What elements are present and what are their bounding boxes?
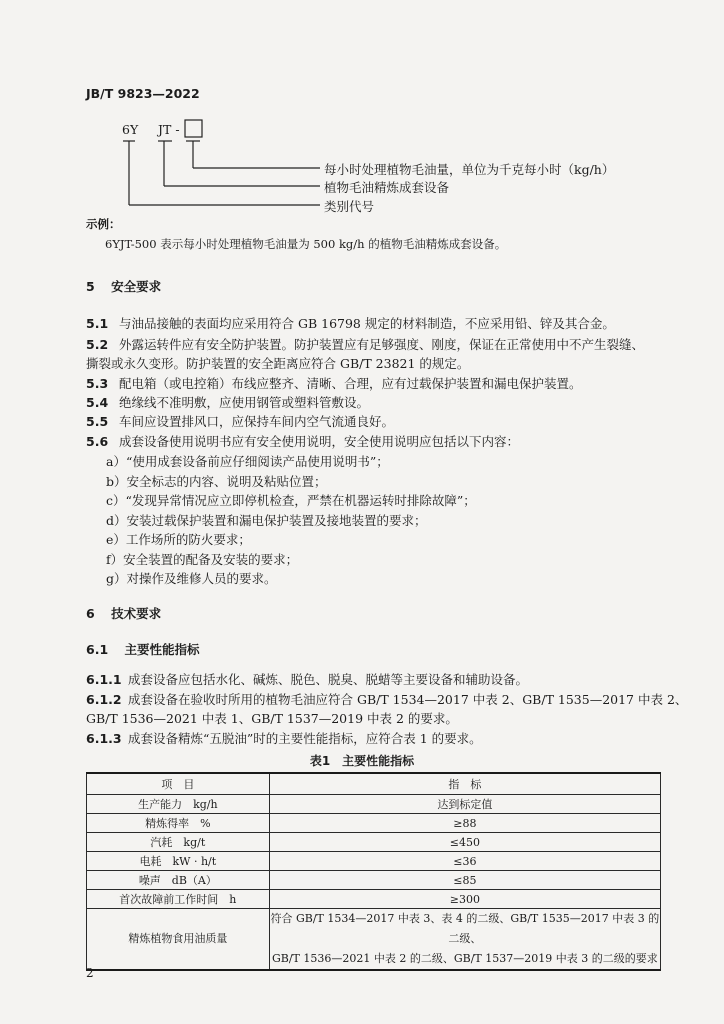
clause-number: 5.2 [86, 337, 109, 352]
list-item: e）工作场所的防火要求； [106, 532, 251, 547]
clause-5-6 [86, 432, 519, 450]
table-header-row [87, 773, 661, 795]
table-cell-item: 生产能力 kg/h [87, 795, 270, 814]
clause-text: 成套设备应包括水化、碱炼、脱色、脱臭、脱蜡等主要设备和辅助设备。 [128, 672, 529, 687]
clause-5-1 [86, 314, 615, 332]
clause-5-5 [86, 412, 394, 430]
designation-part-6y: 6Y [122, 122, 139, 137]
table-cell-value: ≤36 [269, 852, 660, 871]
table-row [87, 795, 661, 814]
table-row [87, 833, 661, 852]
table-cell-item: 电耗 kW · h/t [87, 852, 270, 871]
clause-5-4 [86, 393, 369, 411]
clause-6-1-3 [86, 729, 482, 747]
list-item: b）安全标志的内容、说明及粘贴位置； [106, 474, 327, 489]
list-item: g）对操作及维修人员的要求。 [106, 571, 277, 586]
clause-text: 与油品接触的表面均应采用符合 GB 16798 规定的材料制造，不应采用铅、锌及其合金。 [119, 316, 615, 331]
clause-text: 外露运转件应有安全防护装置。防护装置应有足够强度、刚度，保证在正常使用中不产生裂缝、 [119, 337, 645, 352]
list-item: f）安全装置的配备及安装的要求； [106, 552, 299, 567]
clause-number: 5.4 [86, 395, 109, 410]
clause-number: 5.5 [86, 414, 109, 429]
clause-number: 6.1.2 [86, 692, 122, 707]
clause-text: 车间应设置排风口，应保持车间内空气流通良好。 [119, 414, 395, 429]
designation-label-equipment: 植物毛油精炼成套设备 [324, 180, 450, 195]
table-1-caption: 表1 主要性能指标 [309, 754, 415, 768]
table-row [87, 890, 661, 909]
designation-label-capacity: 每小时处理植物毛油量，单位为千克每小时（kg/h） [324, 162, 615, 177]
section-5-heading [86, 277, 161, 295]
subsection-6-1-heading [86, 640, 200, 658]
table-row [87, 871, 661, 890]
clause-5-3 [86, 374, 582, 392]
table-cell-value-line: GB/T 1536—2021 中表 2 的二级、GB/T 1537—2019 中表 3 的二级的要求 [271, 952, 658, 965]
clause-number: 5.1 [86, 316, 109, 331]
table-cell-value: ≤450 [269, 833, 660, 852]
performance-table [86, 772, 661, 971]
table-cell-value-multiline [269, 909, 660, 971]
list-item: d）安装过载保护装置和漏电保护装置及接地装置的要求； [106, 513, 427, 528]
table-header-value: 指 标 [269, 773, 660, 795]
clause-6-1-2 [86, 690, 687, 708]
table-cell-item: 首次故障前工作时间 h [87, 890, 270, 909]
table-cell-item: 汽耗 kg/t [87, 833, 270, 852]
section-number: 6 [86, 606, 95, 621]
clause-text: 成套设备精炼“五脱油”时的主要性能指标，应符合表 1 的要求。 [128, 731, 482, 746]
clause-text: 成套设备使用说明书应有安全使用说明，安全使用说明应包括以下内容： [119, 434, 520, 449]
clause-6-1-1 [86, 670, 528, 688]
section-title: 安全要求 [111, 279, 162, 294]
table-cell-value-line: 符合 GB/T 1534—2017 中表 3、表 4 的二级、GB/T 1535—2017 中表 3 的二级、 [270, 912, 660, 945]
designation-label-category: 类别代号 [324, 199, 375, 214]
clause-text: 配电箱（或电控箱）布线应整齐、清晰、合理，应有过载保护装置和漏电保护装置。 [119, 376, 582, 391]
section-6-heading [86, 604, 161, 622]
standard-number-header: JB/T 9823—2022 [86, 86, 200, 101]
list-item: a）“使用成套设备前应仔细阅读产品使用说明书”； [106, 454, 389, 469]
subsection-title: 主要性能指标 [124, 642, 200, 657]
table-header-item: 项 目 [87, 773, 270, 795]
list-item: c）“发现异常情况应立即停机检查，严禁在机器运转时排除故障”； [106, 493, 476, 508]
table-cell-value: 达到标定值 [269, 795, 660, 814]
clause-6-1-2-continuation: GB/T 1536—2021 中表 1、GB/T 1537—2019 中表 2 的要求。 [86, 711, 458, 726]
example-title: 示例： [86, 217, 121, 231]
clause-number: 6.1.3 [86, 731, 122, 746]
clause-5-2 [86, 335, 644, 353]
table-cell-item: 精炼得率 % [87, 814, 270, 833]
clause-number: 6.1.1 [86, 672, 122, 687]
designation-part-jt: JT - [158, 122, 180, 137]
table-cell-value: ≥300 [269, 890, 660, 909]
table-cell-value: ≤85 [269, 871, 660, 890]
clause-5-2-continuation: 撕裂或永久变形。防护装置的安全距离应符合 GB/T 23821 的规定。 [86, 356, 470, 371]
table-cell-item: 噪声 dB（A） [87, 871, 270, 890]
section-number: 5 [86, 279, 95, 294]
section-title: 技术要求 [111, 606, 162, 621]
table-row [87, 852, 661, 871]
clause-text: 成套设备在验收时所用的植物毛油应符合 GB/T 1534—2017 中表 2、GB/T 1535—2017 中表 2、 [128, 692, 688, 707]
clause-number: 5.6 [86, 434, 109, 449]
designation-box [185, 120, 202, 137]
example-text: 6YJT-500 表示每小时处理植物毛油量为 500 kg/h 的植物毛油精炼成套设备。 [105, 237, 507, 251]
clause-number: 5.3 [86, 376, 109, 391]
page-number: 2 [86, 966, 94, 980]
table-row [87, 909, 661, 971]
table-cell-item: 精炼植物食用油质量 [87, 909, 270, 971]
subsection-number: 6.1 [86, 642, 109, 657]
clause-text: 绝缘线不准明敷，应使用钢管或塑料管敷设。 [119, 395, 370, 410]
table-cell-value: ≥88 [269, 814, 660, 833]
table-row [87, 814, 661, 833]
